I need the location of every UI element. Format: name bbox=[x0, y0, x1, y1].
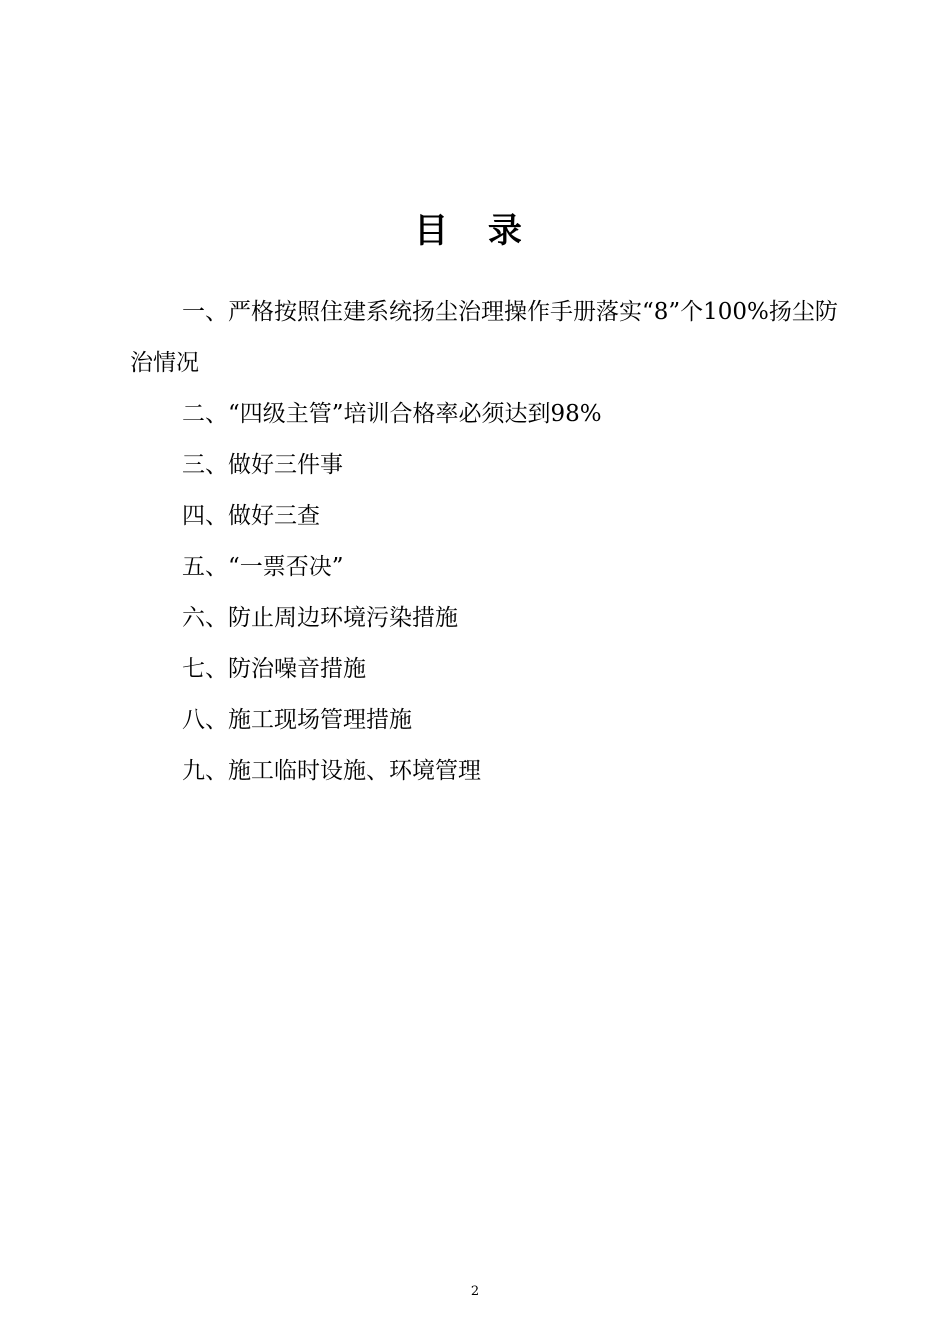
toc-item: 一、严格按照住建系统扬尘治理操作手册落实“8”个100%扬尘防治情况 bbox=[130, 299, 838, 376]
toc-item: 七、防治噪音措施 bbox=[182, 656, 366, 682]
page-title: 目 录 bbox=[414, 210, 536, 251]
toc-item: 九、施工临时设施、环境管理 bbox=[182, 758, 481, 784]
table-of-contents bbox=[130, 287, 840, 797]
page-number: 2 bbox=[470, 1284, 480, 1299]
toc-item: 六、防止周边环境污染措施 bbox=[182, 605, 458, 631]
toc-item: 三、做好三件事 bbox=[182, 452, 343, 478]
toc-item: 二、“四级主管”培训合格率必须达到98% bbox=[182, 401, 602, 427]
toc-item: 五、“一票否决” bbox=[182, 554, 344, 580]
toc-item: 八、施工现场管理措施 bbox=[182, 707, 412, 733]
toc-item: 四、做好三查 bbox=[182, 503, 320, 529]
